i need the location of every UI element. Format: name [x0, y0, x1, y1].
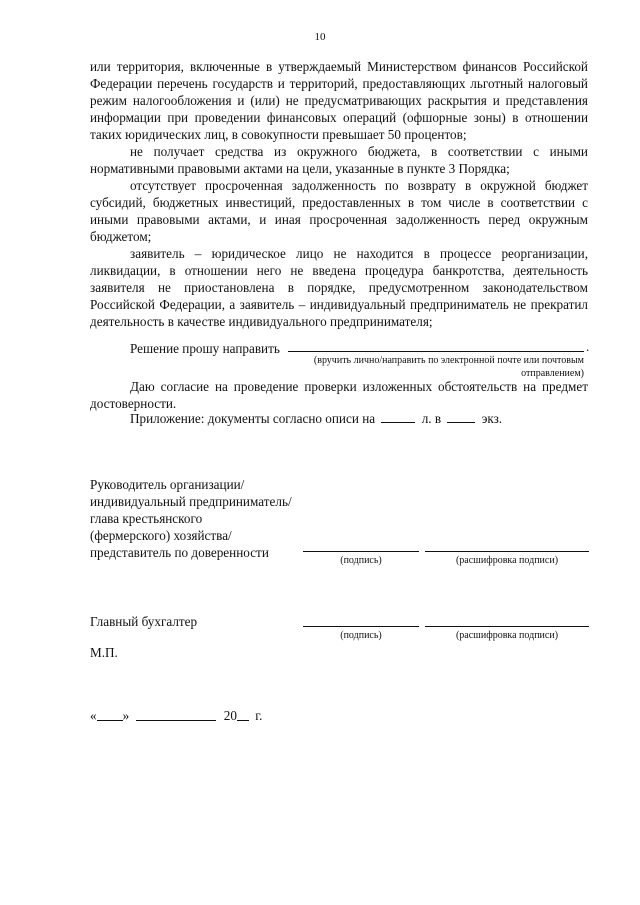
- day-field[interactable]: [97, 707, 123, 721]
- accountant-signature-field[interactable]: [303, 626, 419, 627]
- decision-delivery-field[interactable]: [288, 351, 584, 352]
- conditions-list: [90, 58, 588, 330]
- year-prefix: 20: [223, 708, 237, 723]
- head-decoding-caption: (расшифровка подписи): [455, 555, 559, 566]
- decision-delivery-label: Решение прошу направить: [130, 341, 280, 356]
- paragraph-no-reorganization: заявитель – юридическое лицо не находится в процессе реорганизации, ликвидации, в отношении него не введена процедура банкротства, деятельность заявителя не приостановлена в порядке, предусмотренном законодательством Российской Федерации, а заявитель – индивидуальный предприниматель не прекратил деятельность в качестве индивидуального предпринимателя;: [90, 246, 588, 329]
- decision-delivery-caption: [288, 354, 584, 380]
- date-close-quote: »: [122, 708, 130, 723]
- attachment-line: [130, 411, 502, 427]
- page-number: 10: [314, 31, 326, 43]
- head-signature-decoding-field[interactable]: [425, 551, 589, 552]
- year-field[interactable]: [237, 707, 249, 721]
- year-suffix: г.: [255, 708, 263, 723]
- accountant-decoding-caption: (расшифровка подписи): [455, 630, 559, 641]
- stamp-place-label: М.П.: [90, 645, 118, 660]
- accountant-signature-decoding-field[interactable]: [425, 626, 589, 627]
- paragraph-no-overdue-debt: отсутствует просроченная задолженность по возврату в окружной бюджет субсидий, бюджетных инвестиций, предоставленных в том числе в соответствии с иными правовыми актами, и иная просроченная задолженность перед окружным бюджетом;: [90, 178, 588, 244]
- attachment-mid: л. в: [421, 411, 442, 426]
- head-title-line-5: представитель по доверенности: [90, 545, 269, 560]
- accountant-signature-caption: (подпись): [340, 630, 382, 641]
- decision-delivery-end-mark: .: [586, 339, 590, 354]
- head-title-line-3: глава крестьянского: [90, 511, 203, 526]
- paragraph-offshore: или территория, включенные в утверждаемый Министерством финансов Российской Федерации перечень государств и территорий, предоставляющих льготный налоговый режим налогообложения и (или) не предусматривающих раскрытия и представления информации при проведении финансовых операций (офшорные зоны) в отношении таких юридических лиц, в совокупности превышает 50 процентов;: [90, 59, 588, 142]
- caption-line-1: (вручить лично/направить по электронной почте или почтовым: [313, 355, 584, 366]
- head-title-line-4: (фермерского) хозяйства/: [90, 528, 232, 543]
- head-signature-field[interactable]: [303, 551, 419, 552]
- chief-accountant-label: Главный бухгалтер: [90, 614, 198, 629]
- month-field[interactable]: [136, 707, 216, 721]
- head-title-line-1: Руководитель организации/: [90, 477, 245, 492]
- consent-block: [90, 378, 588, 412]
- attachment-prefix: Приложение: документы согласно описи на: [130, 411, 376, 426]
- consent-paragraph: Даю согласие на проведение проверки изложенных обстоятельств на предмет достоверности.: [90, 379, 588, 411]
- sheets-count-field[interactable]: [381, 422, 415, 423]
- date-open-quote: «: [90, 708, 97, 723]
- copies-count-field[interactable]: [447, 422, 475, 423]
- date-line: [90, 707, 262, 724]
- caption-line-2: отправлением): [521, 368, 584, 379]
- head-title-line-2: индивидуальный предприниматель/: [90, 494, 292, 509]
- head-signatory-title: [90, 476, 292, 561]
- attachment-suffix: экз.: [481, 411, 503, 426]
- paragraph-no-budget-funds: не получает средства из окружного бюджета, в соответствии с иными нормативными правовыми актами на цели, указанные в пункте 3 Порядка;: [90, 144, 588, 176]
- head-signature-caption: (подпись): [340, 555, 382, 566]
